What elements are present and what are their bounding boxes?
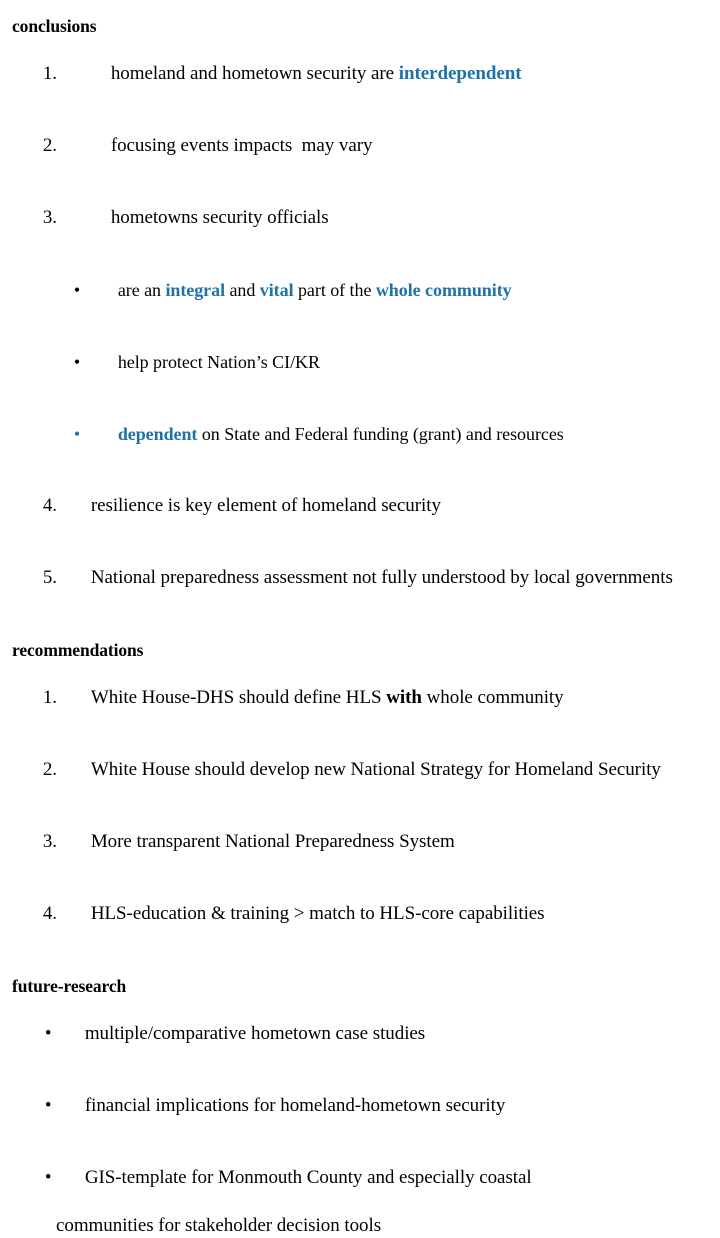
- list-item: [12, 1142, 710, 1214]
- bullet-icon: •: [73, 352, 81, 372]
- list-item-text-run: resilience is key element of homeland security: [90, 495, 441, 516]
- list-item-text-run: GIS-template for Monmouth County and especially coastal: [84, 1167, 532, 1188]
- list-item: [12, 806, 710, 878]
- list-item-text-run: whole community: [421, 687, 564, 708]
- bullet-icon: •: [44, 1095, 52, 1116]
- list-item: [12, 470, 710, 542]
- list-item-text-run: are an: [117, 280, 166, 300]
- list-item: [12, 662, 710, 734]
- list-item-text-run: White House-DHS should define HLS: [90, 687, 387, 708]
- list-item: [12, 110, 710, 182]
- list-item-text-run: hometowns security officials: [110, 207, 329, 228]
- list-item-text-run: homeland and hometown security are: [110, 63, 399, 84]
- list-item: [12, 998, 710, 1070]
- section-heading-recommendations: recommendations: [12, 640, 144, 660]
- list-item-text-run-accent: vital: [259, 280, 294, 300]
- list-marker: 4.: [42, 903, 57, 924]
- list-item-text-run: help protect Nation’s CI/KR: [117, 352, 320, 372]
- list-item-text-run: HLS-education & training > match to HLS-core capabilities: [90, 903, 545, 924]
- list-item-text-run: multiple/comparative hometown case studies: [84, 1023, 426, 1044]
- list-marker: 2.: [42, 135, 57, 156]
- list-item-text-run-accent: interdependent: [398, 63, 522, 84]
- bullet-icon: •: [73, 424, 81, 444]
- list-item: [12, 1070, 710, 1142]
- list-item: [12, 326, 710, 398]
- list-marker: 3.: [42, 207, 57, 228]
- section-spacer: [12, 950, 710, 974]
- list-item-text-run-accent: whole community: [375, 280, 512, 300]
- list-item-text-run: National preparedness assessment not fully understood by local governments: [90, 567, 673, 588]
- list-item: [12, 38, 710, 110]
- list-marker: 4.: [42, 495, 57, 516]
- list-item: [12, 542, 710, 614]
- list-item-text-run-bold: with: [386, 687, 422, 708]
- list-item-text-run: More transparent National Preparedness System: [90, 831, 455, 852]
- list-item: [12, 878, 710, 950]
- list-item-text-run-accent: integral: [165, 280, 226, 300]
- list-marker: 1.: [42, 687, 57, 708]
- list-item-text-run: focusing events impacts may vary: [110, 135, 373, 156]
- list-marker: 3.: [42, 831, 57, 852]
- bullet-icon: •: [44, 1023, 52, 1044]
- list-item: [12, 254, 710, 326]
- list-item: [12, 734, 710, 806]
- list-item: [12, 182, 710, 254]
- list-item: [12, 398, 710, 470]
- list-item-text-run: and: [225, 280, 260, 300]
- list-item-text-run: part of the: [293, 280, 376, 300]
- section-heading-conclusions: conclusions: [12, 16, 97, 36]
- section-spacer: [12, 614, 710, 638]
- list-item-text-run: on State and Federal funding (grant) and resources: [197, 424, 564, 444]
- list-item-text-run: financial implications for homeland-hometown security: [84, 1095, 506, 1116]
- bullet-icon: •: [44, 1167, 52, 1188]
- list-marker: 1.: [42, 63, 57, 84]
- bullet-icon: •: [73, 280, 81, 300]
- list-item-continuation: communities for stakeholder decision tools: [56, 1215, 382, 1236]
- list-marker: 2.: [42, 759, 57, 780]
- list-item-text-run-accent: dependent: [117, 424, 198, 444]
- section-heading-future-research: future-research: [12, 976, 127, 996]
- list-item-text-run: White House should develop new National Strategy for Homeland Security: [90, 759, 661, 780]
- list-marker: 5.: [42, 567, 57, 588]
